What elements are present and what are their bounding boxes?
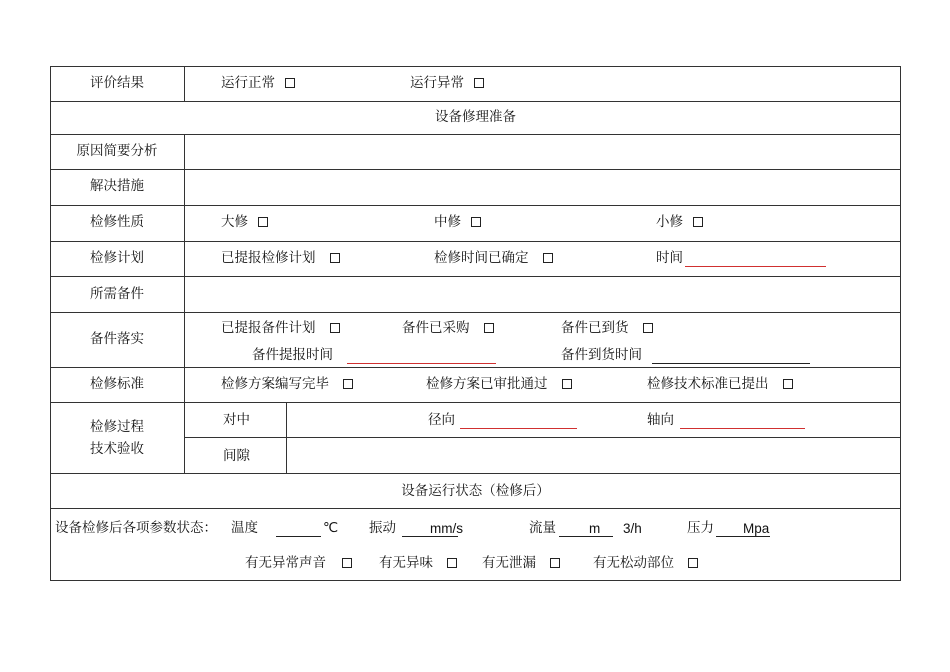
check-loose[interactable]: 有无松动部位 <box>593 557 698 571</box>
prep-title: 设备修理准备 <box>435 109 516 125</box>
gap-label: 间隙 <box>223 448 250 464</box>
flow-unit-b: 3/h <box>623 521 642 536</box>
pressure-field[interactable] <box>716 536 770 537</box>
pressure-label: 压力 <box>687 520 714 536</box>
plan-label: 检修计划 <box>90 250 144 266</box>
axial-label: 轴向 <box>647 412 674 428</box>
parts-purchased[interactable]: 备件已采购 <box>402 322 494 336</box>
flow-label: 流量 <box>529 520 556 536</box>
eval-normal[interactable]: 运行正常 <box>221 77 295 91</box>
process-label-2: 技术验收 <box>90 441 144 457</box>
checkbox[interactable] <box>783 379 793 389</box>
flow-field[interactable] <box>559 536 613 537</box>
align-label: 对中 <box>223 412 250 428</box>
nature-major[interactable]: 大修 <box>221 216 268 230</box>
parts-submit-time-label: 备件提报时间 <box>252 347 333 363</box>
pressure-unit: Mpa <box>743 521 770 536</box>
checkbox[interactable] <box>562 379 572 389</box>
checkbox[interactable] <box>343 379 353 389</box>
parts-submitted[interactable]: 已提报备件计划 <box>221 322 340 336</box>
parts-ready-label: 备件落实 <box>90 331 144 347</box>
temp-label: 温度 <box>231 520 258 536</box>
checkbox[interactable] <box>643 323 653 333</box>
temp-unit: ℃ <box>323 520 339 536</box>
eval-abnormal[interactable]: 运行异常 <box>410 77 484 91</box>
checkbox[interactable] <box>484 323 494 333</box>
plan-submitted[interactable]: 已提报检修计划 <box>221 252 340 266</box>
check-smell[interactable]: 有无异味 <box>379 557 457 571</box>
checkbox[interactable] <box>342 558 352 568</box>
parts-needed-label: 所需备件 <box>90 286 144 302</box>
params-prefix: 设备检修后各项参数状态： <box>55 520 217 536</box>
nature-minor[interactable]: 小修 <box>656 216 703 230</box>
check-leak[interactable]: 有无泄漏 <box>482 557 560 571</box>
standard-approved[interactable]: 检修方案已审批通过 <box>426 378 572 392</box>
checkbox[interactable] <box>543 253 553 263</box>
nature-label: 检修性质 <box>90 214 144 230</box>
temp-field[interactable] <box>276 536 321 537</box>
checkbox[interactable] <box>285 78 295 88</box>
checkbox[interactable] <box>258 217 268 227</box>
nature-medium[interactable]: 中修 <box>434 216 481 230</box>
checkbox[interactable] <box>474 78 484 88</box>
radial-field[interactable] <box>460 428 577 429</box>
plan-time-field[interactable] <box>685 266 826 267</box>
standard-written[interactable]: 检修方案编写完毕 <box>221 378 353 392</box>
status-title: 设备运行状态（检修后） <box>401 483 550 499</box>
parts-submit-time-field[interactable] <box>347 363 496 364</box>
vib-label: 振动 <box>369 520 396 536</box>
parts-arrival-time-label: 备件到货时间 <box>561 347 642 363</box>
vib-field[interactable] <box>402 536 458 537</box>
axial-field[interactable] <box>680 428 805 429</box>
checkbox[interactable] <box>688 558 698 568</box>
reason-label: 原因简要分析 <box>76 143 158 159</box>
standard-label: 检修标准 <box>90 376 144 392</box>
checkbox[interactable] <box>330 323 340 333</box>
process-label-1: 检修过程 <box>90 419 144 435</box>
parts-arrived[interactable]: 备件已到货 <box>561 322 653 336</box>
solution-label: 解决措施 <box>90 178 144 194</box>
radial-label: 径向 <box>428 412 455 428</box>
eval-label: 评价结果 <box>90 75 144 91</box>
plan-time-confirmed[interactable]: 检修时间已确定 <box>434 252 553 266</box>
check-noise[interactable]: 有无异常声音 <box>245 557 352 571</box>
plan-time-label: 时间 <box>656 250 683 266</box>
checkbox[interactable] <box>693 217 703 227</box>
standard-proposed[interactable]: 检修技术标准已提出 <box>647 378 793 392</box>
checkbox[interactable] <box>447 558 457 568</box>
flow-unit-a: m <box>589 521 601 536</box>
parts-arrival-time-field[interactable] <box>652 363 810 364</box>
checkbox[interactable] <box>471 217 481 227</box>
checkbox[interactable] <box>330 253 340 263</box>
checkbox[interactable] <box>550 558 560 568</box>
vib-unit: mm/s <box>430 521 464 536</box>
